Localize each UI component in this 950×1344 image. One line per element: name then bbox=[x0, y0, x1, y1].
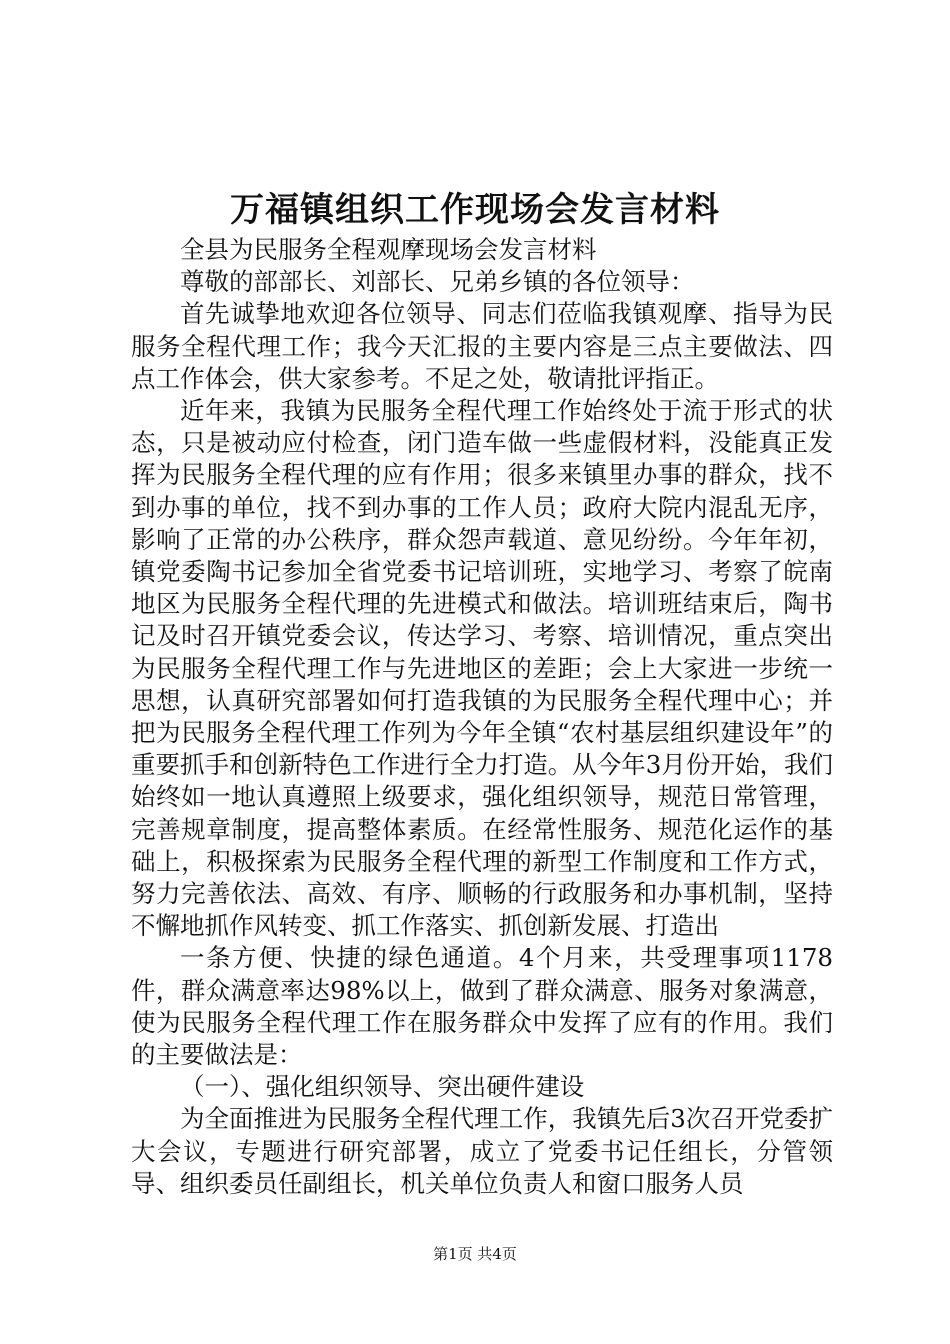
paragraph-subtitle: 全县为民服务全程观摩现场会发言材料 bbox=[180, 235, 597, 264]
section-heading-1: （一）、强化组织领导、突出硬件建设 bbox=[180, 1072, 585, 1102]
paragraph-section-1: 为全面推进为民服务全程代理工作，我镇先后3次召开党委扩大会议，专题进行研究部署，成立了党委书记任组长，分管领导、组织委员任副组长，机关单位负责人和窗口服务人员 bbox=[131, 1104, 833, 1198]
paragraph-background: 近年来，我镇为民服务全程代理工作始终处于流于形式的状态，只是被动应付检查，闭门造车做一些虚假材料，没能真正发挥为民服务全程代理的应有作用；很多来镇里办事的群众，找不到办事的单位，找不到办事的工作人员；政府大院内混乱无序，影响了正常的办公秩序，群众怨声载道、意见纷纷。今年年初，镇党委陶书记参加全省党委书记培训班，实地学习、考察了皖南地区为民服务全程代理的先进模式和做法。培训班结束后，陶书记及时召开镇党委会议，传达学习、考察、培训情况，重点突出为民服务全程代理工作与先进地区的差距；会上大家进一步统一思想，认真研究部署如何打造我镇的为民服务全程代理中心；并把为民服务全程代理工作列为今年全镇“农村基层组织建设年”的重要抓手和创新特色工作进行全力打造。从今年3月份开始，我们始终如一地认真遵照上级要求，强化组织领导，规范日常管理，完善规章制度，提高整体素质。在经常性服务、规范化运作的基础上，积极探索为民服务全程代理的新型工作制度和工作方式，努力完善依法、高效、有序、顺畅的行政服务和办事机制，坚持不懈地抓作风转变、抓工作落实、抓创新发展、打造出 bbox=[131, 396, 833, 941]
document-body bbox=[131, 234, 833, 1200]
paragraph-results: 一条方便、快捷的绿色通道。4个月来，共受理事项1178件，群众满意率达98%以上，做到了群众满意、服务对象满意，使为民服务全程代理工作在服务群众中发挥了应有的作用。我们的主要做法是： bbox=[131, 943, 833, 1070]
paragraph-salutation: 尊敬的部部长、刘部长、兄弟乡镇的各位领导： bbox=[180, 267, 695, 297]
page-number-footer: 第1页 共4页 bbox=[433, 1245, 517, 1263]
paragraph-intro: 首先诚挚地欢迎各位领导、同志们莅临我镇观摩、指导为民服务全程代理工作；我今天汇报的主要内容是三点主要做法、四点工作体会，供大家参考。不足之处，敬请批评指正。 bbox=[131, 299, 833, 393]
document-title: 万福镇组织工作现场会发言材料 bbox=[230, 190, 720, 230]
